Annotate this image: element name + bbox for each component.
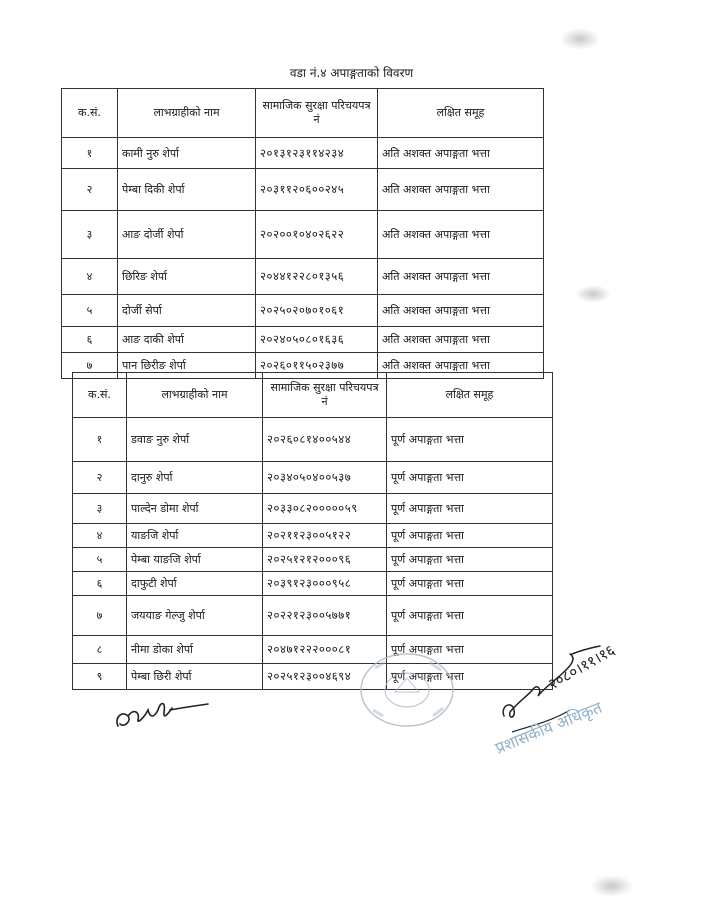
scan-smudge — [575, 285, 611, 303]
table-row: २ पेम्बा दिकी शेर्पा २०३११२०६००२४५ अति अशक्त अपाङ्गता भत्ता — [62, 169, 544, 211]
header-serial: क.सं. — [73, 373, 127, 418]
header-id: सामाजिक सुरक्षा परिचयपत्र नं — [263, 373, 387, 418]
table-row: ६ आङ दाकी शेर्पा २०२४०५०८०१६३६ अति अशक्त अपाङ्गता भत्ता — [62, 327, 544, 353]
table-row: १ कामी नुरु शेर्पा २०१३१२३११४२३४ अति अशक्त अपाङ्गता भत्ता — [62, 138, 544, 169]
table-row: १ डवाङ नुरु शेर्पा २०२६०८१४००५४४ पूर्ण अपाङ्गता भत्ता — [73, 418, 553, 462]
signature-left — [110, 688, 215, 736]
page-title: वडा नं.४ अपाङ्गताको विवरण — [289, 66, 414, 80]
table-row: ७ जययाङ गेल्जु शेर्पा २०२२१२३००५७७१ पूर्ण अपाङ्गता भत्ता — [73, 596, 553, 636]
beneficiary-table-severe — [61, 88, 544, 379]
signature-date: २०८०।११।१६ — [545, 640, 618, 694]
header-name: लाभग्राहीको नाम — [118, 89, 256, 138]
header-group: लक्षित समूह — [378, 89, 544, 138]
table-row: ५ दोर्जी सेर्पा २०२५०२०७०१०६१ अति अशक्त अपाङ्गता भत्ता — [62, 295, 544, 327]
table-row: ४ छिरिङ शेर्पा २०४४१२२८०१३५६ अति अशक्त अपाङ्गता भत्ता — [62, 259, 544, 295]
officer-stamp-text: प्रशासकीय अधिकृत — [492, 697, 605, 758]
signature-right — [490, 640, 655, 760]
header-name: लाभग्राहीको नाम — [127, 373, 263, 418]
table-row: ५ पेम्बा याङजि शेर्पा २०२५१२१२०००९६ पूर्ण अपाङ्गता भत्ता — [73, 548, 553, 572]
table-row: ४ याङजि शेर्पा २०२११२३००५१२२ पूर्ण अपाङ्गता भत्ता — [73, 524, 553, 548]
table-row: ९ पेम्बा छिरी शेर्पा २०२५१२३००४६९४ पूर्ण अपाङ्गता भत्ता — [73, 664, 553, 690]
scan-smudge — [560, 28, 600, 50]
table-row: ८ नीमा डोका शेर्पा २०४७१२२२०००८१ पूर्ण अपाङ्गता भत्ता — [73, 636, 553, 664]
header-serial: क.सं. — [62, 89, 118, 138]
table-row: ६ दाफुटी शेर्पा २०३९१२३०००९५८ पूर्ण अपाङ्गता भत्ता — [73, 572, 553, 596]
office-stamp — [355, 650, 460, 735]
table-row: ३ पाल्देन डोमा शेर्पा २०३३०८२०००००५९ पूर्ण अपाङ्गता भत्ता — [73, 494, 553, 524]
table-row: ७ पान छिरीङ शेर्पा २०२६०११५०२३७७ अति अशक्त अपाङ्गता भत्ता — [62, 353, 544, 379]
beneficiary-table-full — [72, 372, 553, 690]
scan-smudge — [590, 875, 634, 897]
table-row: ३ आङ दोर्जी शेर्पा २०२००१०४०२६२२ अति अशक्त अपाङ्गता भत्ता — [62, 211, 544, 259]
header-id: सामाजिक सुरक्षा परिचयपत्र नं — [256, 89, 378, 138]
header-group: लक्षित समूह — [387, 373, 553, 418]
table-row: २ दानुरु शेर्पा २०३४०५०४००५३७ पूर्ण अपाङ्गता भत्ता — [73, 462, 553, 494]
